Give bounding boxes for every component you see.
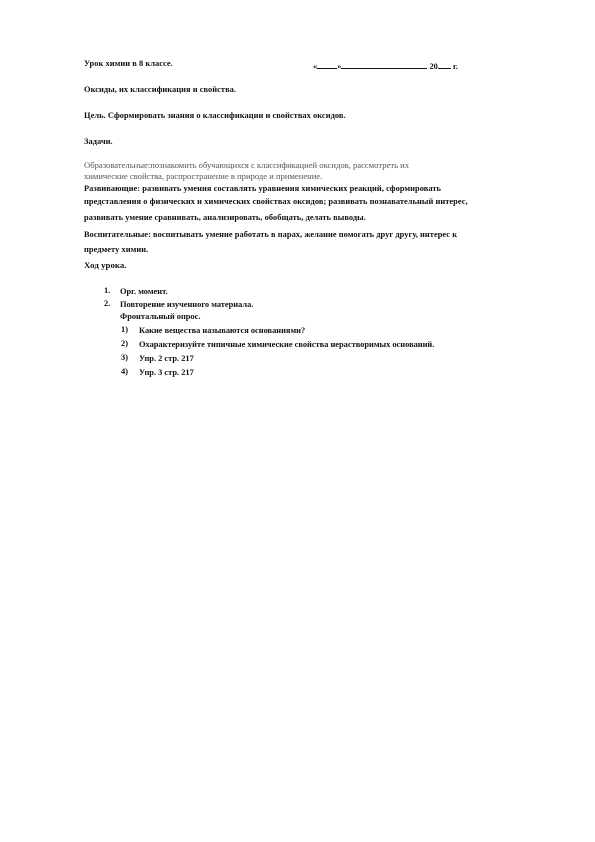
date-open-quote: «: [313, 62, 318, 71]
lesson-goal: Цель. Сформировать знания о классификации и свойствах оксидов.: [84, 111, 346, 120]
day-blank: [317, 60, 337, 69]
question-item: Упр. 3 стр. 217: [139, 368, 194, 377]
educational-line-1: Образовательные:познакомить обучающихся с классификацией оксидов, рассмотреть их: [84, 160, 410, 170]
question-item: Какие вещества называются основаниями?: [139, 326, 306, 335]
developing-line-1: Развивающие: развивать умения составлять уравнения химических реакций, сформировать: [84, 184, 442, 193]
question-item: Охарактеризуйте типичные химические свойства нерастворимых оснований.: [139, 340, 435, 349]
lesson-title: Урок химии в 8 классе.: [84, 59, 173, 68]
upbringing-line-1: Воспитательные: воспитывать умение работать в парах, желание помогать друг другу, интерес к: [84, 230, 458, 239]
tasks-heading: Задачи.: [84, 137, 113, 146]
developing-line-3: развивать умение сравнивать, анализировать, обобщать, делать выводы.: [84, 213, 366, 222]
developing-line-2: представления о физических и химических свойствах оксидов; развивать познавательный интерес,: [84, 197, 468, 206]
date-close-quote: »: [337, 62, 342, 71]
lesson-flow-heading: Ход урока.: [84, 260, 127, 270]
educational-line-2: химические свойства, распространение в природе и применение.: [84, 171, 323, 181]
question-number: 2): [121, 339, 128, 348]
step-number: 1.: [104, 286, 111, 295]
step-item: Повторение изученного материала.: [120, 300, 254, 309]
step-item: Орг. момент.: [120, 287, 168, 296]
month-blank: [341, 60, 427, 69]
question-number: 4): [121, 367, 128, 376]
step-number: 2.: [104, 299, 111, 308]
year-suffix: г.: [452, 62, 458, 71]
question-number: 1): [121, 325, 128, 334]
frontal-survey-label: Фронтальный опрос.: [120, 312, 201, 321]
question-item: Упр. 2 стр. 217: [139, 354, 194, 363]
upbringing-line-2: предмету химии.: [84, 245, 149, 254]
year-blank: [438, 60, 451, 69]
question-number: 3): [121, 353, 128, 362]
year-prefix: 20: [429, 62, 438, 71]
lesson-topic: Оксиды, их классификация и свойства.: [84, 85, 237, 94]
date-line: [313, 60, 458, 71]
